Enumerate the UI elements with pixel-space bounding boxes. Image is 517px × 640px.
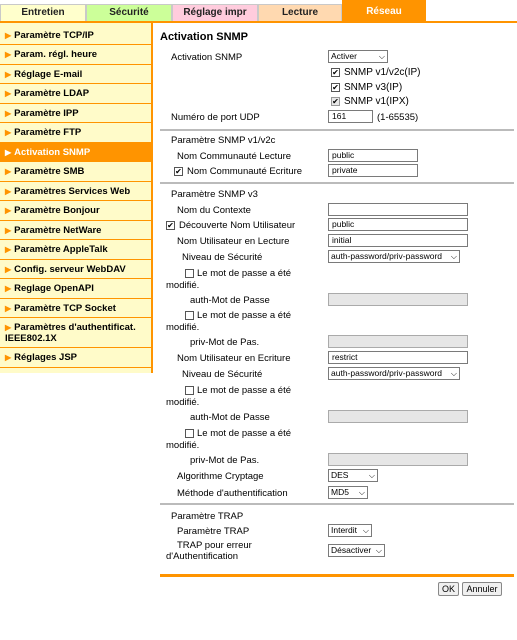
chevron-down-icon: ⌵ (368, 471, 375, 480)
trap-auth-error-label-2: d'Authentification (166, 551, 239, 562)
cancel-button[interactable]: Annuler (462, 582, 502, 596)
user-discovery-checkbox[interactable]: ✔ (167, 221, 174, 230)
sidebar-item[interactable] (0, 182, 151, 201)
tab-reglage-impr[interactable]: Réglage impr (172, 4, 258, 22)
write-auth-password-input[interactable] (328, 410, 468, 423)
sidebar-item-label: Paramètres Services Web (14, 186, 131, 197)
sidebar-item-label: Param. régl. heure (14, 49, 98, 60)
write-user-input[interactable]: restrict (328, 351, 468, 364)
arrow-right-icon: ▶ (5, 148, 12, 157)
ok-button[interactable]: OK (438, 582, 459, 596)
trap-auth-error-value: Désactiver (331, 545, 372, 555)
chevron-down-icon: ⌵ (362, 526, 369, 535)
arrow-right-icon: ▶ (5, 128, 12, 137)
auth-method-label: Méthode d'authentification (177, 488, 288, 499)
read-security-level-value: auth-password/priv-password (331, 251, 443, 261)
read-community-input[interactable]: public (328, 149, 418, 162)
sidebar-item[interactable] (0, 221, 151, 240)
arrow-right-icon: ▶ (5, 226, 12, 235)
snmp-v3-label: SNMP v3(IP) (344, 82, 403, 93)
arrow-right-icon: ▶ (5, 89, 12, 98)
snmp-activation-value: Activer (331, 51, 357, 61)
sidebar-item-label: Paramètre AppleTalk (14, 244, 108, 255)
trap-auth-error-select[interactable] (328, 544, 385, 557)
arrow-right-icon: ▶ (5, 323, 12, 332)
read-priv-pw-changed-checkbox[interactable] (185, 311, 194, 320)
write-community-checkbox[interactable]: ✔ (175, 167, 182, 176)
tab-securite[interactable]: Sécurité (86, 4, 172, 22)
arrow-right-icon: ▶ (5, 304, 12, 313)
write-priv-pw-changed-label-2: modifié. (166, 440, 200, 451)
chevron-down-icon: ⌵ (450, 369, 457, 378)
sidebar-item-label: Réglages JSP (14, 352, 77, 363)
v3-section-title: Paramètre SNMP v3 (171, 189, 258, 200)
v1v2c-section-title: Paramètre SNMP v1/v2c (171, 135, 276, 146)
write-auth-password-label: auth-Mot de Passe (190, 412, 270, 423)
read-community-label: Nom Communauté Lecture (177, 151, 292, 162)
write-community-input[interactable]: private (328, 164, 418, 177)
sidebar-item-label: Paramètre TCP Socket (14, 303, 116, 314)
read-user-label: Nom Utilisateur en Lecture (177, 236, 290, 247)
read-security-level-label: Niveau de Sécurité (182, 252, 263, 263)
write-user-label: Nom Utilisateur en Ecriture (177, 353, 291, 364)
crypto-algorithm-label: Algorithme Cryptage (177, 471, 264, 482)
crypto-algorithm-value: DES (331, 470, 349, 480)
page-title: Activation SNMP (160, 31, 249, 43)
sidebar-item-label: Reglage OpenAPI (14, 283, 94, 294)
tab-entretien[interactable]: Entretien (0, 4, 86, 22)
sidebar-item[interactable] (0, 65, 151, 84)
udp-port-range: (1-65535) (377, 112, 419, 123)
snmp-v1ipx-label: SNMP v1(IPX) (344, 96, 409, 107)
read-auth-pw-changed-label: Le mot de passe a été (197, 268, 292, 279)
arrow-right-icon: ▶ (5, 31, 12, 40)
sidebar-item[interactable] (0, 84, 151, 104)
read-user-input[interactable]: initial (328, 234, 468, 247)
sidebar-item-label: Paramètre TCP/IP (14, 30, 94, 41)
chevron-down-icon: ⌵ (358, 488, 365, 497)
trap-label: Paramètre TRAP (177, 526, 250, 537)
arrow-right-icon: ▶ (5, 206, 12, 215)
read-auth-password-input[interactable] (328, 293, 468, 306)
sidebar-item-label: Paramètre NetWare (14, 225, 102, 236)
snmp-v1ipx-checkbox[interactable]: ✔ (332, 97, 339, 106)
tab-reseau[interactable]: Réseau (342, 0, 426, 22)
chevron-down-icon: ⌵ (450, 252, 457, 261)
sidebar-item[interactable] (0, 123, 151, 143)
sidebar-item[interactable] (0, 318, 151, 348)
sidebar-item[interactable] (0, 45, 151, 65)
context-name-input[interactable] (328, 203, 468, 216)
snmp-activation-select[interactable] (328, 50, 388, 63)
sidebar-item-label: Paramètre FTP (14, 127, 82, 138)
context-name-label: Nom du Contexte (177, 205, 251, 216)
snmp-v3-checkbox[interactable]: ✔ (332, 83, 339, 92)
read-auth-password-label: auth-Mot de Passe (190, 295, 270, 306)
sidebar-divider (151, 23, 153, 373)
read-priv-password-input[interactable] (328, 335, 468, 348)
write-security-level-select[interactable] (328, 367, 460, 380)
sidebar-item[interactable] (0, 143, 151, 162)
auth-method-select[interactable] (328, 486, 368, 499)
user-discovery-input[interactable]: public (328, 218, 468, 231)
sidebar-item[interactable] (0, 104, 151, 123)
sidebar-item-label: Paramètre LDAP (14, 88, 90, 99)
sidebar-item-label: Paramètres d'authentificat. IEEE802.1X (5, 322, 136, 344)
arrow-right-icon: ▶ (5, 245, 12, 254)
chevron-down-icon: ⌵ (375, 546, 382, 555)
write-priv-pw-changed-label: Le mot de passe a été (197, 428, 292, 439)
arrow-right-icon: ▶ (5, 109, 12, 118)
arrow-right-icon: ▶ (5, 187, 12, 196)
section-divider (160, 182, 514, 184)
trap-auth-error-label: TRAP pour erreur (177, 540, 252, 551)
sidebar-item-label: Paramètre IPP (14, 108, 79, 119)
read-security-level-select[interactable] (328, 250, 460, 263)
write-auth-pw-changed-checkbox[interactable] (185, 386, 194, 395)
read-auth-pw-changed-checkbox[interactable] (185, 269, 194, 278)
read-auth-pw-changed-label-2: modifié. (166, 280, 200, 291)
snmp-v1v2c-label: SNMP v1/v2c(IP) (344, 67, 421, 78)
read-priv-pw-changed-label: Le mot de passe a été (197, 310, 292, 321)
user-discovery-label: Découverte Nom Utilisateur (179, 220, 296, 231)
snmp-activation-label: Activation SNMP (171, 52, 243, 63)
sidebar-item-label: Paramètre SMB (14, 166, 85, 177)
sidebar-item-label: Config. serveur WebDAV (14, 264, 126, 275)
sidebar-item[interactable] (0, 201, 151, 221)
sidebar-item[interactable] (0, 279, 151, 299)
write-priv-password-label: priv-Mot de Pas. (190, 455, 260, 466)
write-community-label: Nom Communauté Ecriture (187, 166, 303, 177)
top-tab-bar (0, 0, 517, 22)
arrow-right-icon: ▶ (5, 70, 12, 79)
udp-port-input[interactable]: 161 (328, 110, 373, 123)
sidebar-item-label: Activation SNMP (14, 147, 91, 158)
sidebar-item[interactable] (0, 260, 151, 279)
sidebar-item[interactable] (0, 348, 151, 368)
sidebar-item[interactable] (0, 240, 151, 260)
sidebar-item[interactable] (0, 162, 151, 182)
arrow-right-icon: ▶ (5, 167, 12, 176)
arrow-right-icon: ▶ (5, 353, 12, 362)
chevron-down-icon: ⌵ (378, 52, 385, 61)
arrow-right-icon: ▶ (5, 265, 12, 274)
sidebar (0, 23, 153, 373)
write-priv-password-input[interactable] (328, 453, 468, 466)
read-priv-password-label: priv-Mot de Pas. (190, 337, 260, 348)
udp-port-label: Numéro de port UDP (171, 112, 260, 123)
sidebar-item-label: Réglage E-mail (14, 69, 83, 80)
write-priv-pw-changed-checkbox[interactable] (185, 429, 194, 438)
snmp-v1v2c-checkbox[interactable]: ✔ (332, 68, 339, 77)
arrow-right-icon: ▶ (5, 284, 12, 293)
trap-value: Interdit (331, 525, 357, 535)
write-auth-pw-changed-label: Le mot de passe a été (197, 385, 292, 396)
crypto-algorithm-select[interactable] (328, 469, 378, 482)
sidebar-item-label: Paramètre Bonjour (14, 205, 100, 216)
write-security-level-label: Niveau de Sécurité (182, 369, 263, 380)
auth-method-value: MD5 (331, 487, 349, 497)
trap-section-title: Paramètre TRAP (171, 511, 244, 522)
tab-lecture[interactable]: Lecture (258, 4, 342, 22)
write-security-level-value: auth-password/priv-password (331, 368, 443, 378)
arrow-right-icon: ▶ (5, 50, 12, 59)
read-priv-pw-changed-label-2: modifié. (166, 322, 200, 333)
sidebar-item[interactable] (0, 299, 151, 318)
form-bottom-divider (160, 574, 514, 577)
trap-select[interactable] (328, 524, 372, 537)
section-divider (160, 129, 514, 131)
sidebar-item[interactable] (0, 26, 151, 45)
write-auth-pw-changed-label-2: modifié. (166, 397, 200, 408)
section-divider (160, 503, 514, 505)
